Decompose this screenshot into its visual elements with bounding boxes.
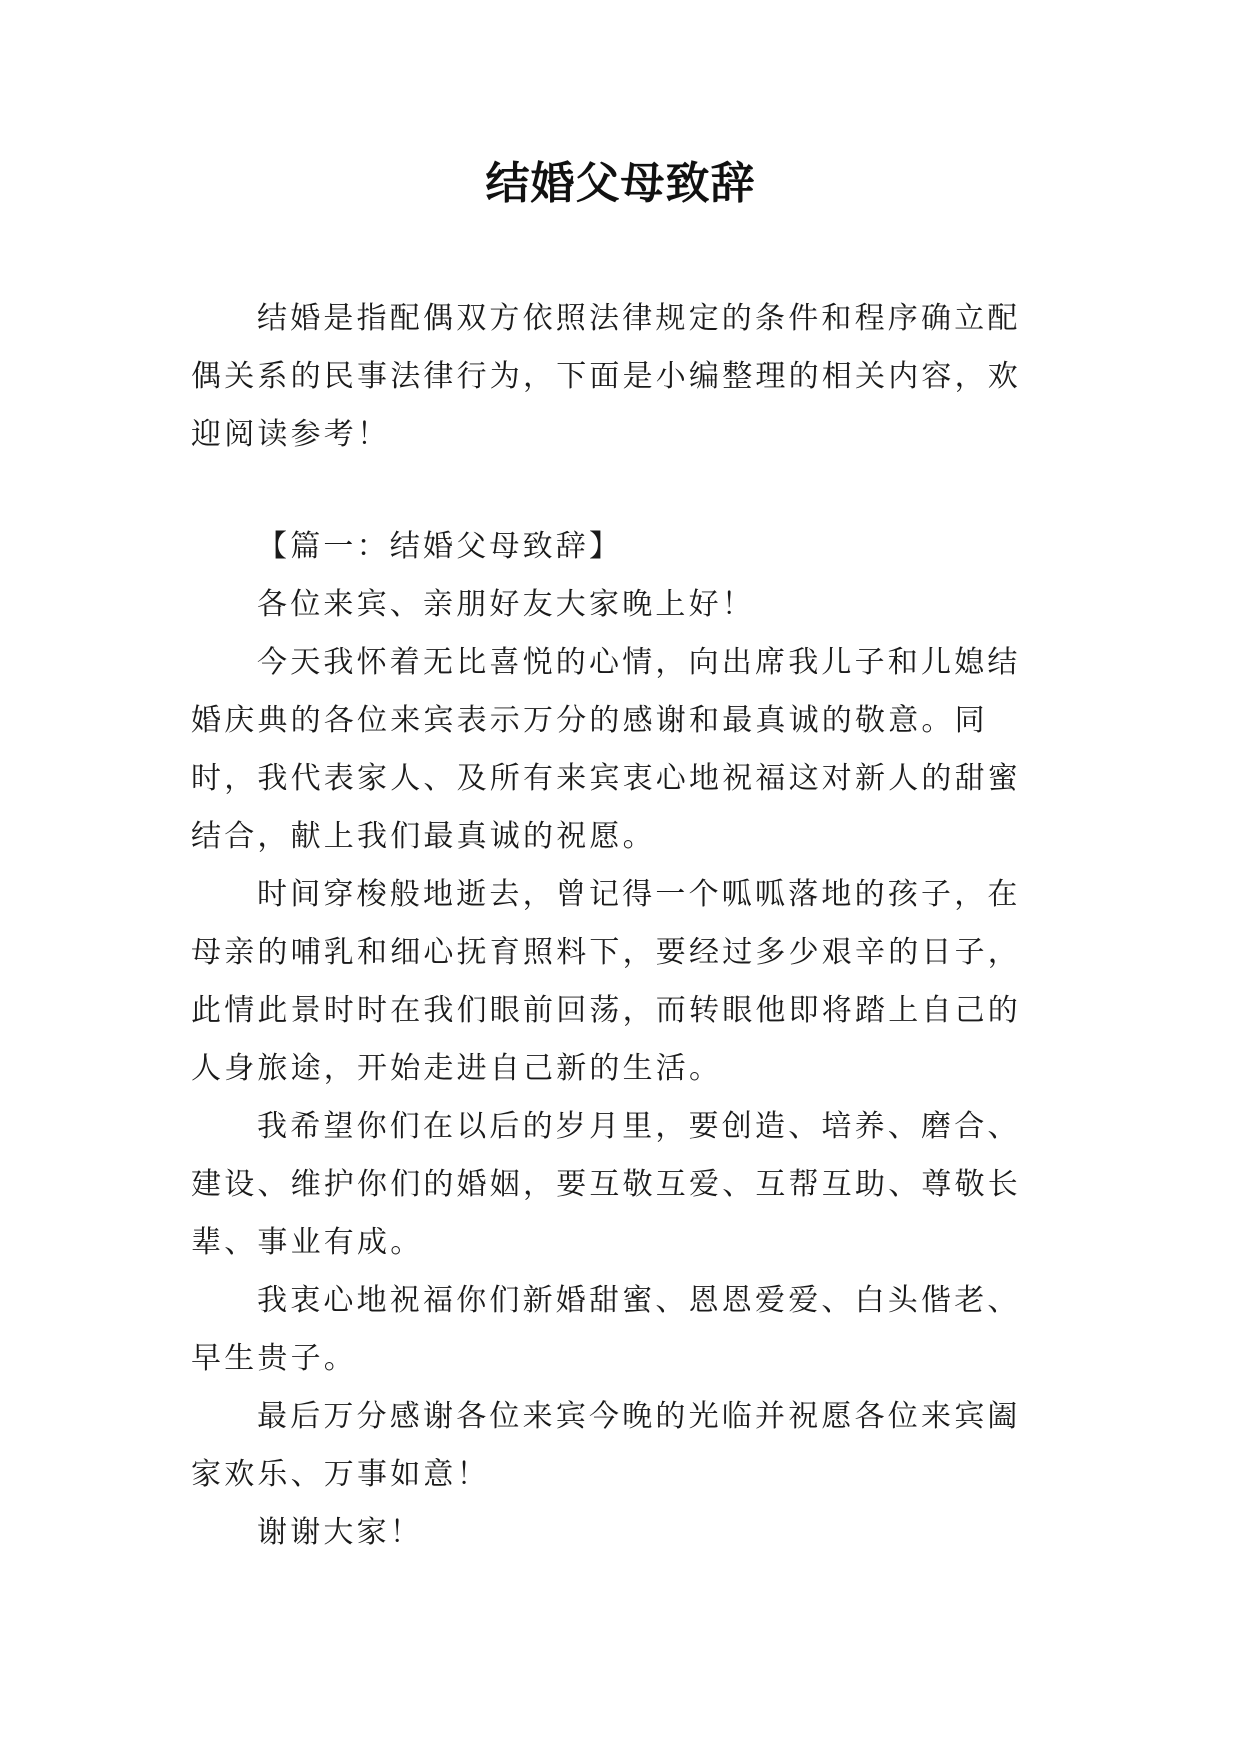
body-paragraph: 谢谢大家！ [257, 1515, 423, 1550]
document-title: 结婚父母致辞 [485, 158, 756, 209]
body-paragraph: 时间穿梭般地逝去，曾记得一个呱呱落地的孩子，在母亲的哺乳和细心抚育照料下，要经过多少艰辛的日子，此情此景时时在我们眼前回荡，而转眼他即将踏上自己的人身旅途，开始走进自己新的生活。 [191, 877, 1021, 1086]
intro-paragraph: 结婚是指配偶双方依照法律规定的条件和程序确立配偶关系的民事法律行为，下面是小编整理的相关内容，欢迎阅读参考！ [191, 301, 1021, 452]
article-body [191, 518, 1053, 1562]
intro-block [191, 290, 1053, 464]
body-paragraph: 今天我怀着无比喜悦的心情，向出席我儿子和儿媳结婚庆典的各位来宾表示万分的感谢和最真诚的敬意。同时，我代表家人、及所有来宾衷心地祝福这对新人的甜蜜结合，献上我们最真诚的祝愿。 [191, 645, 1021, 854]
body-paragraph: 我希望你们在以后的岁月里，要创造、培养、磨合、建设、维护你们的婚姻，要互敬互爱、互帮互助、尊敬长辈、事业有成。 [191, 1109, 1021, 1260]
body-paragraph: 最后万分感谢各位来宾今晚的光临并祝愿各位来宾阖家欢乐、万事如意！ [191, 1399, 1021, 1492]
section-heading: 【篇一：结婚父母致辞】 [257, 529, 623, 564]
body-paragraph: 各位来宾、亲朋好友大家晚上好！ [257, 587, 755, 622]
body-paragraph: 我衷心地祝福你们新婚甜蜜、恩恩爱爱、白头偕老、早生贵子。 [191, 1283, 1021, 1376]
